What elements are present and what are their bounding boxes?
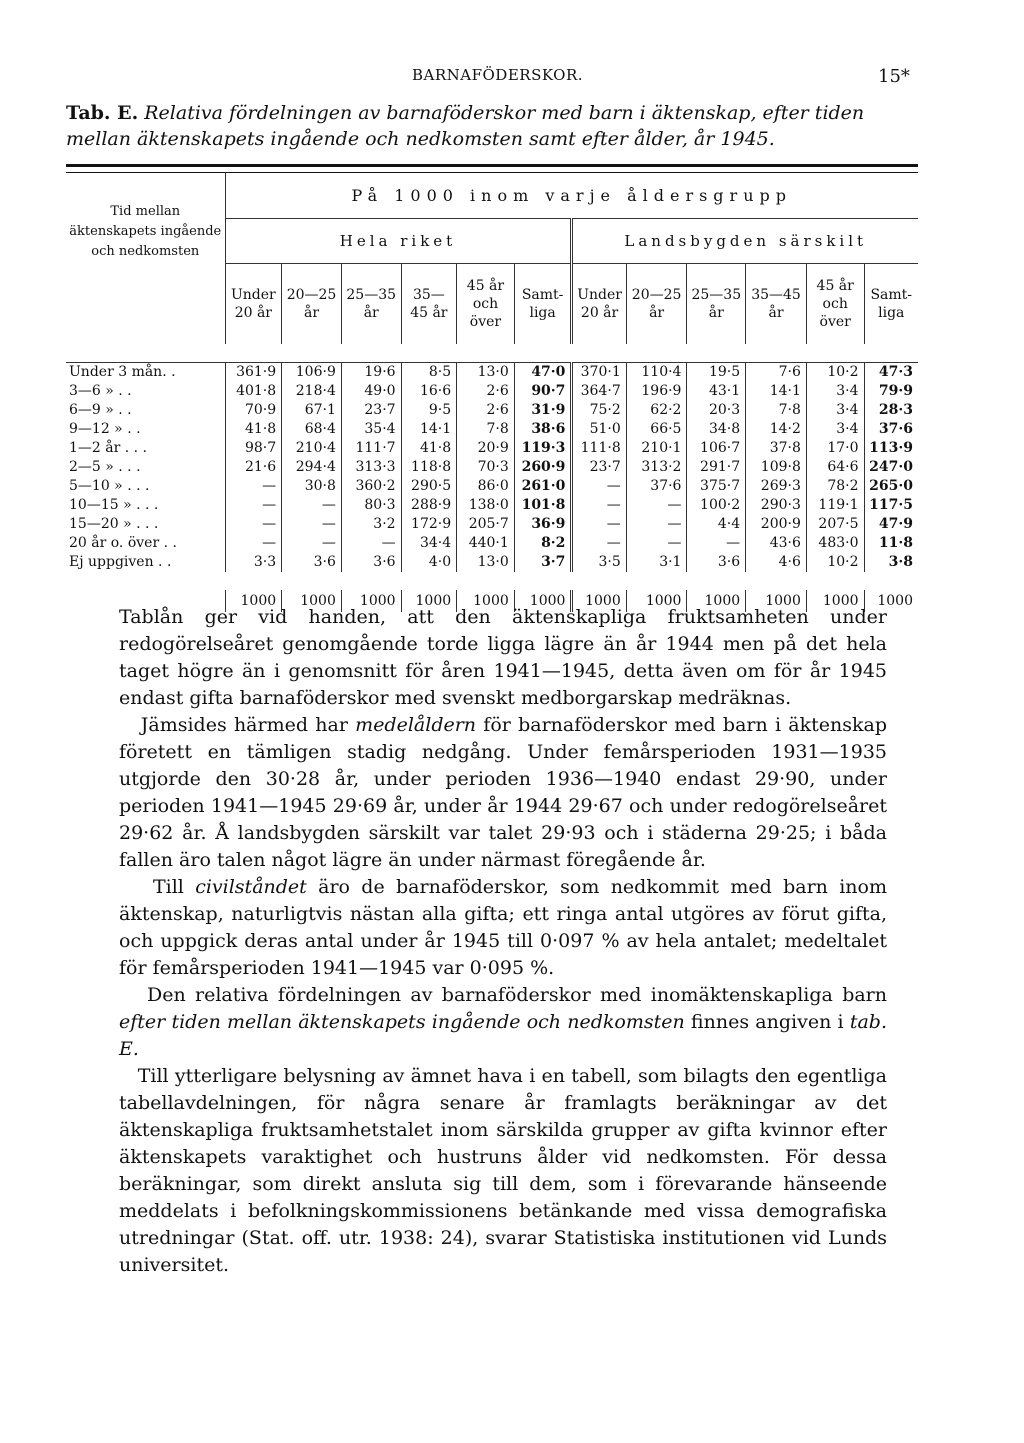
text-run: äro de barnaföderskor, som nedkommit med barn inom äktenskap, naturligtvis nästan alla gifta; ett ringa antal utgöres av förut gifta, och uppgick deras antal under år 1945 till 0·097 % av hela antalet; medeltalet för femårsperioden 1941—1945 var 0·095 %. [119,876,887,979]
column-header: 25—35 år [687,264,746,345]
table-cell: — [572,477,626,496]
group-header-hela-riket: Hela riket [225,219,572,264]
table-cell: 10·2 [806,363,864,383]
column-header: 45 år och över [806,264,864,345]
column-header: Samt-liga [514,264,572,345]
table-cell: 41·8 [401,439,457,458]
table-cell: 210·1 [626,439,687,458]
table-cell: 4·4 [687,515,746,534]
emphasis: tab. E. [119,1011,887,1060]
table-cell: 37·6 [626,477,687,496]
table-cell: 14·2 [746,420,807,439]
table-cell: 207·5 [806,515,864,534]
table-cell: 261·0 [514,477,572,496]
table-cell: 172·9 [401,515,457,534]
table-cell: 8·2 [514,534,572,553]
row-label: 2—5 » . . . [66,458,225,477]
table-cell: 80·3 [341,496,401,515]
table-cell: 196·9 [626,382,687,401]
row-label: 20 år o. över . . [66,534,225,553]
table-cell: 113·9 [869,440,913,456]
column-header: 45 år och över [457,264,515,345]
total-cell: 1000 [746,590,807,612]
running-head [0,66,1024,90]
table-cell: 7·6 [746,363,807,383]
table-cell: 106·7 [687,439,746,458]
table-cell: 401·8 [225,382,282,401]
table-cell: 119·3 [514,439,572,458]
total-cell: 1000 [877,593,913,609]
table-cell: — [225,496,282,515]
table-cell: 51·0 [572,420,626,439]
table-cell: 101·8 [514,496,572,515]
distribution-table [66,172,918,612]
total-cell: 1000 [457,590,515,612]
table-cell: 370·1 [572,363,626,383]
table-cell: 70·3 [457,458,515,477]
table-cell: — [626,515,687,534]
table-cell: 3·6 [341,553,401,572]
table-cell: — [282,515,342,534]
row-label: 5—10 » . . . [66,477,225,496]
table-cell: 7·8 [746,401,807,420]
table-cell: 67·1 [282,401,342,420]
table-cell: 62·2 [626,401,687,420]
column-header: Samt-liga [870,287,913,321]
table-row [66,382,918,401]
table-row [66,496,918,515]
paragraph [119,712,887,874]
table-cell: 79·9 [878,383,913,399]
row-label: 6—9 » . . [66,401,225,420]
column-header: Under 20 år [225,264,282,345]
total-cell: 1000 [514,590,572,612]
text-run: för barnaföderskor med barn i äktenskap företett en tämligen stadig nedgång. Under femårsperioden 1931—1935 utgjorde den 30·28 år, under perioden 1936—1940 endast 29·90, under perioden 1941—1945 29·69 år, under år 1944 29·67 och under redogörelseåret 29·62 år. Å landsbygden särskilt var talet 29·93 och i städerna 29·25; i båda fallen äro talen något lägre än under närmast föregående år. [119,714,887,871]
table-row [66,553,918,572]
total-cell: 1000 [806,590,864,612]
table-cell: 43·1 [687,382,746,401]
table-cell: — [282,534,342,553]
table-cell: 70·9 [225,401,282,420]
table-cell: 11·8 [878,535,913,551]
table-cell: 119·1 [806,496,864,515]
table-cell: 375·7 [687,477,746,496]
table-cell: 265·0 [869,478,913,494]
table-cell: 118·8 [401,458,457,477]
table-cell: 3·6 [687,553,746,572]
table-row [66,420,918,439]
table-cell: 47·0 [514,363,572,383]
total-cell: 1000 [626,590,687,612]
table-cell: 3·2 [341,515,401,534]
table-cell: 290·3 [746,496,807,515]
table-cell: 20·9 [457,439,515,458]
table-cell: 3·4 [806,420,864,439]
table-cell: 205·7 [457,515,515,534]
table-cell: 3·1 [626,553,687,572]
table-cell: 294·4 [282,458,342,477]
column-spanner: På 1000 inom varje åldersgrupp [225,172,918,219]
column-header: 25—35 år [341,264,401,345]
row-label: Under 3 mån. . [66,363,225,383]
table-cell: 13·0 [457,553,515,572]
table-cell: — [626,534,687,553]
text-run: Till [152,876,196,898]
table-cell: 34·4 [401,534,457,553]
table-row [66,439,918,458]
paragraph: Tablån ger vid handen, att den äktenskapliga fruktsamheten under redogörelseåret genomgående torde ligga lägre än år 1944 men på det hela taget högre än i genomsnitt för åren 1941—1945, detta även om för år 1945 endast gifta barnaföderskor med svenskt medborgarskap medräknas. [119,606,887,709]
table-cell: 260·9 [514,458,572,477]
total-cell: 1000 [282,590,342,612]
table-cell: 8·5 [401,363,457,383]
table-caption-text: Relativa fördelningen av barnaföderskor med barn i äktenskap, efter tiden mellan äktenskapets ingående och nedkomsten samt efter ålder, år 1945. [66,102,865,150]
table-cell: 138·0 [457,496,515,515]
table-cell: 64·6 [806,458,864,477]
table-cell: 38·6 [514,420,572,439]
table-cell: 313·2 [626,458,687,477]
table-cell: 361·9 [225,363,282,383]
table-cell: 3·7 [514,553,572,572]
table-cell: 98·7 [225,439,282,458]
table-cell: 106·9 [282,363,342,383]
table-cell: 41·8 [225,420,282,439]
table-cell: 210·4 [282,439,342,458]
body-text [119,604,887,1279]
table-cell: 3·5 [572,553,626,572]
table-cell: 290·5 [401,477,457,496]
row-label: 1—2 år . . . [66,439,225,458]
table-cell: 16·6 [401,382,457,401]
table-cell: 23·7 [341,401,401,420]
table-cell: 291·7 [687,458,746,477]
table-row [66,401,918,420]
row-label: 9—12 » . . [66,420,225,439]
table-cell: 47·3 [878,364,913,380]
table-cell: 2·6 [457,401,515,420]
table-cell: 34·8 [687,420,746,439]
table-cell: 75·2 [572,401,626,420]
table-cell: 360·2 [341,477,401,496]
table-cell: 23·7 [572,458,626,477]
table-cell: 14·1 [401,420,457,439]
table-cell: — [225,534,282,553]
table-cell: 13·0 [457,363,515,383]
table-cell: 100·2 [687,496,746,515]
table-cell: 110·4 [626,363,687,383]
table-cell: 7·8 [457,420,515,439]
table-cell: 19·6 [341,363,401,383]
table-cell: — [572,534,626,553]
table-cell: 14·1 [746,382,807,401]
running-title: BARNAFÖDERSKOR. [412,66,584,84]
table-caption [66,100,926,152]
row-label: 3—6 » . . [66,382,225,401]
table-cell: 109·8 [746,458,807,477]
table-cell: 3·3 [225,553,282,572]
table-cell: 3·6 [282,553,342,572]
column-header: 35—45 år [746,264,807,345]
text-run: finnes angiven i [684,1011,850,1033]
table-cell: 2·6 [457,382,515,401]
emphasis: efter tiden mellan äktenskapets ingående och nedkomsten [119,1011,685,1033]
table-cell: 247·0 [869,459,913,475]
table-row [66,458,918,477]
table-cell: 111·7 [341,439,401,458]
table-row [66,363,918,383]
table-cell: 4·6 [746,553,807,572]
table-cell: 313·3 [341,458,401,477]
table-cell: 4·0 [401,553,457,572]
text-run: Jämsides härmed har [140,714,356,736]
emphasis: civilståndet [195,876,307,898]
table-cell: — [687,534,746,553]
table-cell: — [282,496,342,515]
table-cell: 90·7 [514,382,572,401]
table-row [66,515,918,534]
table-cell: 111·8 [572,439,626,458]
table-cell: 78·2 [806,477,864,496]
table-cell: 9·5 [401,401,457,420]
table-cell: — [225,477,282,496]
paragraph [119,982,887,1063]
stub-header: Tid mellan äktenskapets ingående och nedkomsten [66,172,225,344]
table-cell: 47·9 [878,516,913,532]
table-cell: — [626,496,687,515]
table-row [66,477,918,496]
table-cell: 37·8 [746,439,807,458]
table-cell: 364·7 [572,382,626,401]
table-cell: 31·9 [514,401,572,420]
total-cell: 1000 [341,590,401,612]
table-cell: 483·0 [806,534,864,553]
total-cell: 1000 [687,590,746,612]
table-cell: 20·3 [687,401,746,420]
table-cell: — [341,534,401,553]
table-cell: — [572,515,626,534]
paragraph [119,874,887,982]
table-cell: 28·3 [878,402,913,418]
table-cell: 43·6 [746,534,807,553]
page-number: 15* [878,66,910,87]
table-cell: 30·8 [282,477,342,496]
table-cell: — [572,496,626,515]
table-cell: 37·6 [878,421,913,437]
text-run: Den relativa fördelningen av barnaföderskor med inomäktenskapliga barn [146,984,888,1006]
table-label: Tab. E. [66,102,139,124]
column-header: 20—25 år [282,264,342,345]
row-label: 15—20 » . . . [66,515,225,534]
table-cell: 218·4 [282,382,342,401]
table-cell: 35·4 [341,420,401,439]
table-cell: 440·1 [457,534,515,553]
table-cell: 3·8 [888,554,913,570]
table-cell: 19·5 [687,363,746,383]
total-cell: 1000 [401,590,457,612]
row-label: Ej uppgiven . . [66,553,225,572]
total-cell: 1000 [572,590,626,612]
column-header: Under 20 år [572,264,626,345]
column-header: 20—25 år [626,264,687,345]
table-cell: 66·5 [626,420,687,439]
table-cell: 17·0 [806,439,864,458]
table-cell: 10·2 [806,553,864,572]
table-cell: — [225,515,282,534]
table-cell: 49·0 [341,382,401,401]
table-body [66,363,918,613]
row-label: 10—15 » . . . [66,496,225,515]
table-cell: 288·9 [401,496,457,515]
table-cell: 36·9 [514,515,572,534]
text-run: Till ytterligare belysning av ämnet hava i en tabell, som bilagts den egentliga tabellavdelningen, för några senare år framlagts beräkningar av det äktenskapliga fruktsamhetstalet inom särskilda grupper av gifta kvinnor efter äktenskapets varaktighet och hustruns ålder vid nedkomsten. För dessa beräkningar, som direkt ansluta sig till dem, som i förevarande hänseende meddelats i befolkningskommissionens betänkande med vissa demografiska utredningar (Stat. off. utr. 1938: 24), svarar Statistiska institutionen vid Lunds universitet. [119,1065,887,1276]
total-cell: 1000 [225,590,282,612]
table-cell: 117·5 [869,497,913,513]
column-header: 35—45 år [401,264,457,345]
table-cell: 3·4 [806,382,864,401]
table-cell: 269·3 [746,477,807,496]
table-cell: 21·6 [225,458,282,477]
table-cell: 3·4 [806,401,864,420]
paragraph [119,1063,887,1279]
table-cell: 200·9 [746,515,807,534]
table-row [66,534,918,553]
table-cell: 86·0 [457,477,515,496]
emphasis: medelåldern [355,714,477,736]
group-header-landsbygden: Landsbygden särskilt [572,219,918,264]
table-cell: 68·4 [282,420,342,439]
